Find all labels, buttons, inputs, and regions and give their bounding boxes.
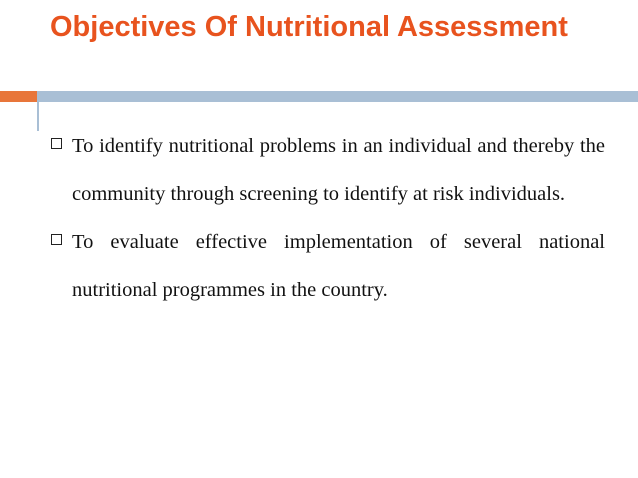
bullet-item (48, 218, 605, 314)
square-bullet-icon (51, 138, 62, 149)
slide-title: Objectives Of Nutritional Assessment (50, 11, 568, 43)
title-rule-line (39, 91, 638, 102)
title-rule-accent (0, 91, 37, 102)
bullet-text: To identify nutritional problems in an individual and thereby the community through screening to identify at risk individuals. (72, 135, 605, 205)
square-bullet-icon (51, 234, 62, 245)
bullet-item (48, 122, 605, 218)
bullet-list (48, 122, 605, 314)
bullet-text: To evaluate effective implementation of several national nutritional programmes in the country. (72, 231, 605, 301)
